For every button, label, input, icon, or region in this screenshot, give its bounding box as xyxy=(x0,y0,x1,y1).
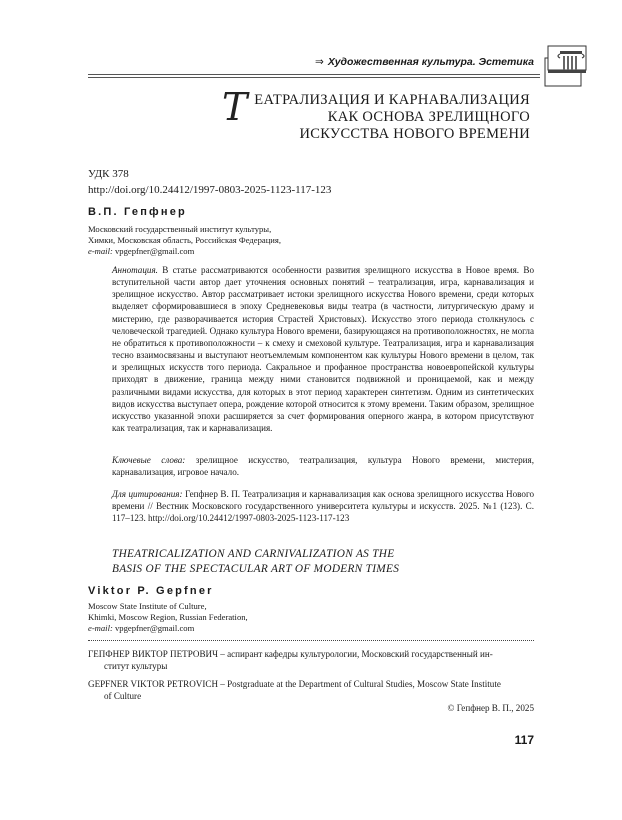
header-rule xyxy=(88,74,540,75)
bio-english xyxy=(88,678,534,702)
english-title-line-2: BASIS OF THE SPECTACULAR ART OF MODERN TIMES xyxy=(112,562,400,575)
affiliation-line-1: Московский государственный институт культуры, xyxy=(88,224,272,234)
english-author-name: Viktor P. Gepfner xyxy=(88,585,214,597)
english-title-line-1: THEATRICALIZATION AND CARNIVALIZATION AS THE xyxy=(112,548,395,560)
keywords-text: зрелищное искусство, театрализация, культура Нового времени, мистерия, карнавализация, игровое начало. xyxy=(112,455,534,478)
bio-english-line-1: GEPFNER VIKTOR PETROVICH – Postgraduate at the Department of Cultural Studies, Moscow State Institute xyxy=(88,679,501,689)
abstract-text: В статье рассматриваются особенности развития зрелищного искусства в Новое время. Во вступительной части автор дает уточнения основных понятий – театрализация, игра, карнавализация и зрелищное искусство. Автор рассматривает истоки зрелищного искусства Нового времени, среди которых выделяет сформировавшиеся в эпоху Средневековья виды театра (в частности, литургическую драму и мистерию, где разворачивается история Страстей Христовых). Искусство этого периода столкнулось с человеческой трагедией. Однако культура Нового времени, базирующаяся на противоположностях, не могла не обратиться к противоположности – к смеху и смеховой культуре. Театрализация, игра и карнавализация тесно взаимосвязаны и выступают неотъемлемым компонентом как культуры Нового времени в целом, так и зрелищных искусств того периода. Сакральное и профанное пространства новоевропейской культуры приходят в движение, граница между ними становится подвижной и проницаемой, как и между различными видами искусства, для которых в этот период характерен синтетизм. Одним из синтетических видов искусства выступает опера, рождение которой относится к этому времени. Таким образом, зрелищное искусство указанной эпохи расширяется за счет формирования оперного жанра, в котором присутствуют как театрализация, так и карнавализация. xyxy=(112,265,534,434)
citation xyxy=(112,488,534,524)
english-email-link[interactable]: vpgepfner@gmail.com xyxy=(114,623,195,633)
section-header xyxy=(300,56,534,68)
section-name: Художественная культура. Эстетика xyxy=(327,56,534,68)
citation-label: Для цитирования: xyxy=(112,489,183,499)
email-label: e-mail: xyxy=(88,246,113,256)
english-affiliation-line-1: Moscow State Institute of Culture, xyxy=(88,601,207,611)
dotted-divider xyxy=(88,640,534,641)
author-affiliation xyxy=(88,224,281,257)
bio-russian-line-2: ститут культуры xyxy=(104,661,168,672)
bio-russian xyxy=(88,648,534,672)
article-title xyxy=(200,85,530,143)
title-initial: Т xyxy=(222,85,248,129)
keywords-label: Ключевые слова: xyxy=(112,455,186,465)
english-email-label: e-mail: xyxy=(88,623,113,633)
abstract-label: Аннотация. xyxy=(112,265,158,275)
english-affiliation xyxy=(88,601,248,634)
title-line-2: КАК ОСНОВА ЗРЕЛИЩНОГО xyxy=(327,109,530,125)
citation-text: Гепфнер В. П. Театрализация и карнавализация как основа зрелищного искусства Нового времени // Вестник Московского государственного университета культуры и искусств. 2025. №1 (123). С. 117–123. http://doi.org/10.24412/1997-0803-2025-1123-117-123 xyxy=(112,489,534,524)
abstract xyxy=(112,264,534,434)
udk: УДК 378 xyxy=(88,168,129,180)
affiliation-line-2: Химки, Московская область, Российская Федерация, xyxy=(88,235,281,245)
keywords xyxy=(112,454,534,478)
doi-link[interactable]: http://doi.org/10.24412/1997-0803-2025-1123-117-123 xyxy=(88,184,332,196)
header-rule-lower xyxy=(88,77,540,78)
title-line-3: ИСКУССТВА НОВОГО ВРЕМЕНИ xyxy=(299,126,530,142)
email-link[interactable]: vpgepfner@gmail.com xyxy=(114,246,195,256)
english-title xyxy=(112,547,512,576)
bio-english-line-2: of Culture xyxy=(104,691,142,702)
journal-column-logo-icon xyxy=(544,44,590,88)
page-number: 117 xyxy=(514,733,534,747)
arrow-icon: ⇒ xyxy=(315,56,324,68)
english-affiliation-line-2: Khimki, Moscow Region, Russian Federation, xyxy=(88,612,248,622)
title-line-1: ЕАТРАЛИЗАЦИЯ И КАРНАВАЛИЗАЦИЯ xyxy=(254,92,530,108)
author-name: В.П. Гепфнер xyxy=(88,206,187,218)
copyright: © Гепфнер В. П., 2025 xyxy=(447,703,534,713)
bio-russian-line-1: ГЕПФНЕР ВИКТОР ПЕТРОВИЧ – аспирант кафедры культурологии, Московский государственный ин- xyxy=(88,649,493,659)
